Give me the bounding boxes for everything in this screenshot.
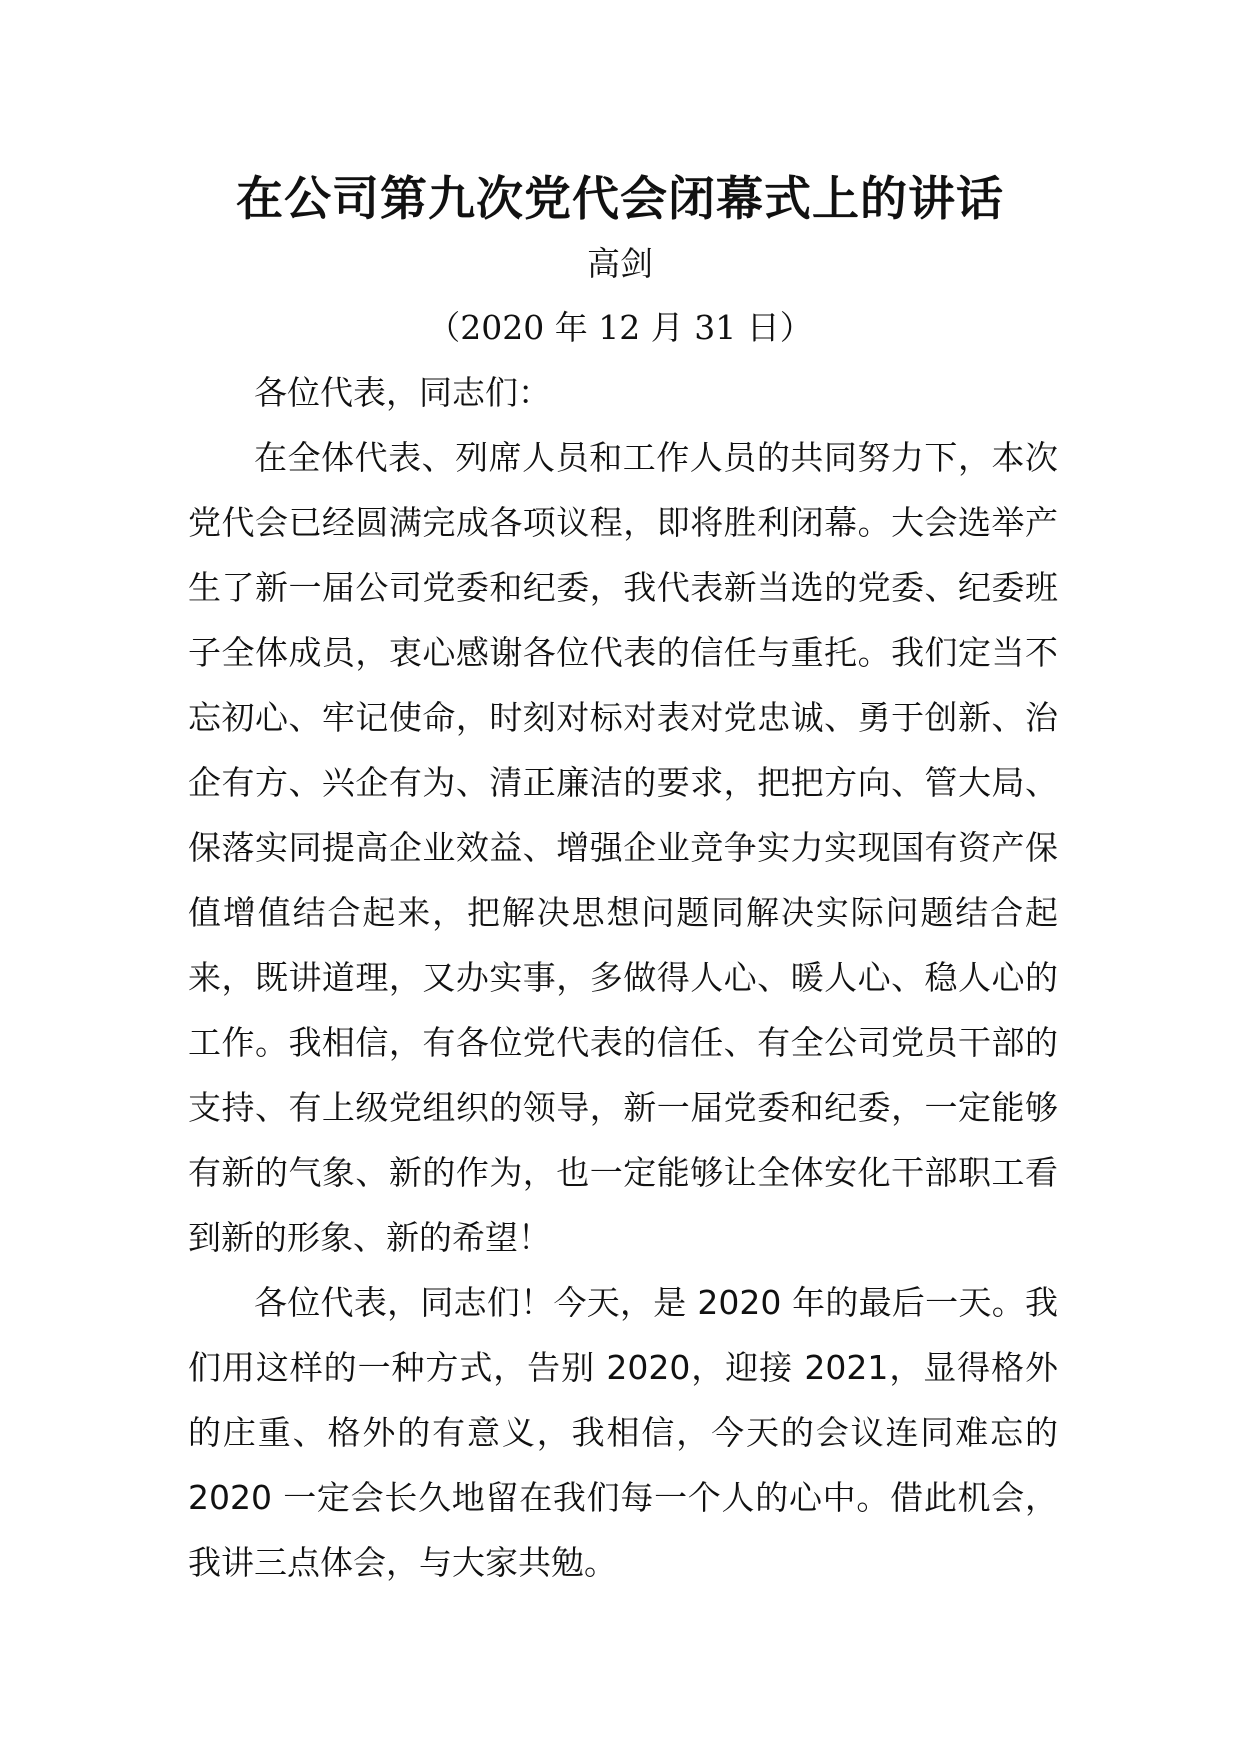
paragraph-2: 各位代表，同志们！今天，是 2020 年的最后一天。我们用这样的一种方式，告别 2020，迎接 2021，显得格外的庄重、格外的有意义，我相信，今天的会议连同难忘的 2020 一定会长久地留在我们每一个人的心中。借此机会，我讲三点体会，与大家共勉。 [188,1283,1058,1582]
paragraph-1: 在全体代表、列席人员和工作人员的共同努力下，本次党代会已经圆满完成各项议程，即将胜利闭幕。大会选举产生了新一届公司党委和纪委，我代表新当选的党委、纪委班子全体成员，衷心感谢各位代表的信任与重托。我们定当不忘初心、牢记使命，时刻对标对表对党忠诚、勇于创新、治企有方、兴企有为、清正廉洁的要求，把把方向、管大局、保落实同提高企业效益、增强企业竞争实力实现国有资产保值增值结合起来，把解决思想问题同解决实际问题结合起来，既讲道理，又办实事，多做得人心、暖人心、稳人心的工作。我相信，有各位党代表的信任、有全公司党员干部的支持、有上级党组织的领导，新一届党委和纪委，一定能够有新的气象、新的作为，也一定能够让全体安化干部职工看到新的形象、新的希望！ [188,438,1058,1257]
document-title: 在公司第九次党代会闭幕式上的讲话 [236,172,1004,227]
salutation: 各位代表，同志们： [254,373,551,412]
speech-date: （2020 年 12 月 31 日） [427,308,813,347]
document-body [188,360,1058,1595]
author-name: 高剑 [587,244,653,283]
